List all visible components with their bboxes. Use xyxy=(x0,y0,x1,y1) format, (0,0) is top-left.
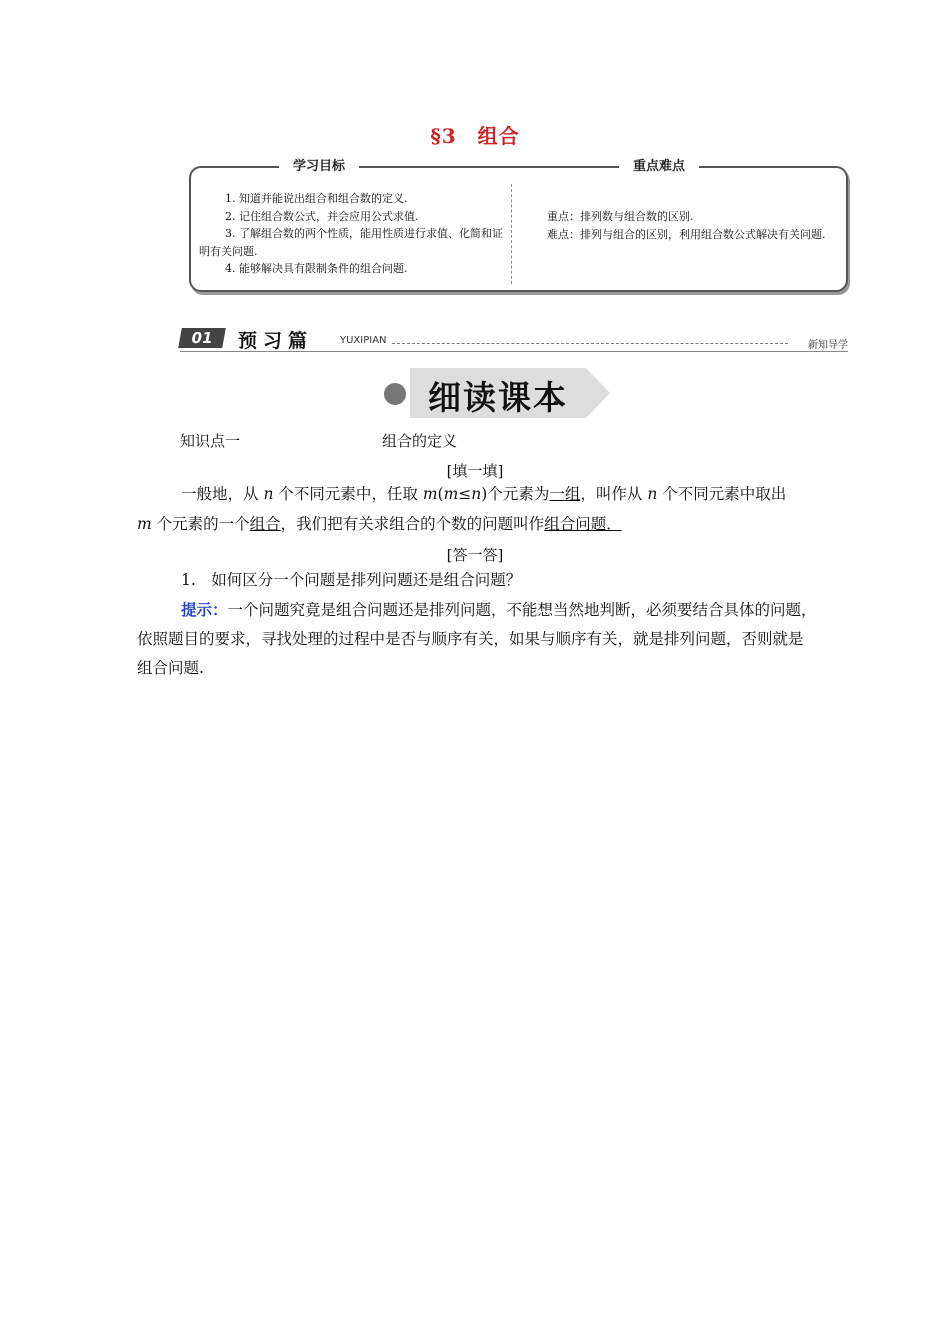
page-title: §3 组合 xyxy=(430,124,520,148)
underlined-answer: 组合问题． xyxy=(544,515,622,533)
hint-text: 一个问题究竟是组合问题还是排列问题，不能想当然地判断，必须要结合具体的问题，依照题目的要求，寻找处理的过程中是否与顺序有关，如果与顺序有关，就是排列问题，否则就是组合问题. xyxy=(137,601,817,677)
text-run: 一般地，从 xyxy=(181,485,259,503)
banner-dot-icon xyxy=(384,383,406,405)
section-header xyxy=(180,326,848,352)
math-var: n xyxy=(471,485,482,503)
knowledge-point-label: 知识点一 xyxy=(180,432,241,450)
text-run: ，我们把有关求组合的个数的问题叫作 xyxy=(280,515,545,533)
key-points-tab: 重点难点 xyxy=(619,158,699,176)
learning-goals-box xyxy=(189,159,848,292)
math-var: m xyxy=(422,485,438,503)
hint-paragraph xyxy=(137,595,817,683)
hint-label: 提示： xyxy=(181,600,228,619)
key-points-list xyxy=(521,208,826,243)
key-point-item: 重点：排列数与组合数的区别. xyxy=(547,210,694,223)
section-pinyin: YUXIPIAN xyxy=(340,335,387,346)
math-var: m xyxy=(443,485,459,503)
goal-item: 2. 记住组合数公式，并会应用公式求值. xyxy=(225,209,419,223)
text-run: ，叫作从 xyxy=(580,485,643,503)
definition-paragraph xyxy=(137,479,817,539)
section-number-badge: 01 xyxy=(178,328,226,348)
banner-text: 细读课本 xyxy=(428,378,568,417)
fill-in-tag: [填一填] xyxy=(446,462,504,480)
text-run: 个不同元素中取出 xyxy=(662,485,787,503)
answer-tag: [答一答] xyxy=(446,546,504,564)
goals-list xyxy=(199,190,504,278)
text-run: ≤ xyxy=(458,485,472,503)
math-var: n xyxy=(263,485,274,503)
question-text: 1. 如何区分一个问题是排列问题还是组合问题？ xyxy=(181,571,522,589)
underlined-answer: 一组 xyxy=(549,485,581,503)
goal-item: 1. 知道并能说出组合和组合数的定义. xyxy=(225,192,408,205)
math-var: m xyxy=(137,515,152,533)
section-tag: 新知导学 xyxy=(808,340,848,351)
text-run: ( xyxy=(437,485,444,503)
key-point-item: 难点：排列与组合的区别，利用组合数公式解决有关问题. xyxy=(547,227,826,241)
underlined-answer: 组合 xyxy=(249,515,281,533)
goals-divider xyxy=(511,184,512,284)
question-line xyxy=(137,565,817,595)
text-run: 个元素的一个 xyxy=(156,515,250,533)
goals-tab: 学习目标 xyxy=(279,158,359,176)
goal-item: 4. 能够解决具有限制条件的组合问题. xyxy=(225,262,408,275)
section-dashed-rule xyxy=(392,343,788,344)
text-run: 个不同元素中，任取 xyxy=(278,485,418,503)
section-name: 预习篇 xyxy=(238,330,314,352)
reading-banner xyxy=(384,368,610,418)
text-run: )个元素为 xyxy=(481,485,550,503)
knowledge-point-title: 组合的定义 xyxy=(382,432,458,450)
section-underline xyxy=(180,351,848,352)
math-var: n xyxy=(647,485,658,503)
goal-item: 3. 了解组合数的两个性质，能用性质进行求值、化简和证明有关问题. xyxy=(199,227,503,258)
